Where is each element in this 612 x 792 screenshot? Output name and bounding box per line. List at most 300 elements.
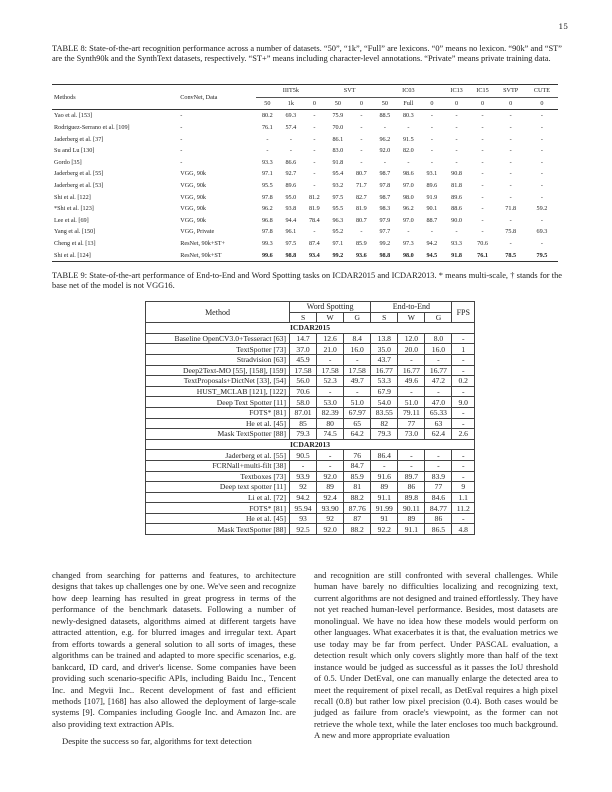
table8-value-cell: - (540, 182, 543, 190)
table9-method-cell: Mask TextSpotter [88] (146, 429, 290, 440)
table8-value-cell: 98.0 (402, 193, 414, 201)
table9-subheader-cell: G (344, 312, 371, 323)
table8-value-cell: 91.8 (332, 158, 344, 166)
table8-value-cell: 95.5 (261, 182, 273, 190)
table8-value-cell: 93.6 (350, 249, 374, 261)
table9-value-cell: 83.55 (371, 407, 398, 418)
table9-value-cell: 93 (290, 513, 317, 524)
table8-value-cell: 99.2 (326, 249, 350, 261)
table9-body (146, 323, 475, 535)
table-row (146, 365, 475, 376)
table9-section-title: ICDAR2013 (146, 439, 475, 450)
table9-value-cell: - (317, 450, 344, 461)
table8-value-cell: - (407, 228, 410, 236)
table8-value-cell: - (313, 135, 316, 143)
table9-value-cell: 47.0 (425, 397, 452, 408)
table8-value-cell: 97.5 (285, 240, 297, 248)
table-row (52, 226, 558, 238)
table8-value-cell: - (313, 124, 316, 132)
body-column-left (52, 570, 296, 748)
table8-value-cell: 97.0 (402, 216, 414, 224)
table9-value-cell: 82 (371, 418, 398, 429)
table8-method-cell: Jaderberg et al. [53] (54, 182, 104, 190)
table9-value-cell: - (425, 460, 452, 471)
table8-data-cell: - (180, 158, 183, 166)
table8 (52, 84, 558, 262)
table-row (52, 180, 558, 192)
table8-value-cell: 98.7 (379, 193, 391, 201)
table8-value-cell: 96.2 (379, 135, 391, 143)
table8-value-cell: - (540, 216, 543, 224)
table8-value-cell: 93.2 (332, 182, 344, 190)
table8-value-cell: - (383, 158, 386, 166)
table8-value-cell: - (540, 170, 543, 178)
table8-value-cell: 80.2 (256, 110, 280, 122)
table9-value-cell: - (452, 365, 475, 376)
table8-value-cell: 71.7 (355, 182, 367, 190)
table8-value-cell: 89.6 (285, 182, 297, 190)
table9-value-cell: 17.58 (290, 365, 317, 376)
table8-value-cell: - (313, 158, 316, 166)
table9-subheader-cell: S (371, 312, 398, 323)
table8-value-cell: 88.6 (451, 205, 462, 213)
table8-value-cell: 93.4 (303, 249, 327, 261)
table9-value-cell: - (425, 450, 452, 461)
table-row (146, 386, 475, 397)
table9-value-cell: 92.4 (317, 492, 344, 503)
table8-value-cell: 82.0 (402, 147, 414, 155)
table8-value-cell: 70.0 (332, 124, 344, 132)
table8-value-cell: - (481, 147, 484, 155)
table8-data-cell: - (180, 135, 183, 143)
table9-value-cell: 64.2 (344, 429, 371, 440)
table8-group-header: IIIT5k (256, 85, 327, 98)
table9-value-cell: 90.11 (398, 503, 425, 514)
table-row (52, 203, 558, 215)
table8-value-cell: - (444, 110, 470, 122)
table9-method-cell: Textboxes [73] (146, 471, 290, 482)
table8-value-cell: - (383, 124, 386, 132)
table9-value-cell: - (371, 460, 398, 471)
table9-method-cell: Mask TextSpotter [88] (146, 524, 290, 535)
table8-method-cell: Yang et al. [150] (54, 228, 96, 236)
table9-value-cell: 86.4 (371, 450, 398, 461)
table8-value-cell: 92.0 (379, 147, 391, 155)
table9-method-cell: FCRNall+multi-filt [38] (146, 460, 290, 471)
table8-value-cell: 90.8 (451, 170, 462, 178)
table8-value-cell: - (407, 158, 410, 166)
table9-method-cell: Deep Text Spotter [11] (146, 397, 290, 408)
table8-value-cell: 96.2 (402, 205, 414, 213)
table9-method-cell: Li et al. [72] (146, 492, 290, 503)
table8-group-header: IC03 (373, 85, 444, 98)
table-row (52, 145, 558, 157)
table9-value-cell: 70.6 (290, 386, 317, 397)
table9-value-cell: 20.0 (398, 344, 425, 355)
table8-value-cell: 83.0 (332, 147, 344, 155)
body-paragraph: and recognition are still confronted with several challenges. While human have barely no difficulties localizing and recognizing text, current algorithms are not designed and trained effortlessly. They have not yet reached human-level performance. Besides, most datasets are monolingual. We have no idea how these models would perform on other languages. What exacerbates it is that, the evaluation metrics we use today may be far from perfect. Under PASCAL evaluation, a detection result which only covers slightly more than half of the text instance would be judged as successful as it passes the IoU threshold of 0.5. Under DetEval, one can manually enlarge the detected area to meet the requirement of pixel recall, as DetEval requires a high pixel recall (0.8) but rather low pixel precision (0.4). Both cases would be judged as failure from oracle's viewpoint, as the former can not retrieve the whole text, while the later encloses too much background. A new and more appropriate evaluation (314, 570, 558, 741)
table9-value-cell: 79.3 (371, 429, 398, 440)
table9-value-cell: 87.76 (344, 503, 371, 514)
table8-data-cell: VGG, 90k (180, 170, 207, 178)
table8-group-header: IC13 (444, 85, 470, 98)
table8-method-cell: Shi et al. [122] (54, 193, 91, 201)
table9-value-cell: 45.9 (290, 354, 317, 365)
table9-value-cell: - (452, 418, 475, 429)
table9-value-cell: 84.7 (344, 460, 371, 471)
table8-value-cell: - (540, 193, 543, 201)
table8-value-cell: 98.6 (402, 170, 414, 178)
table9-value-cell: 62.4 (425, 429, 452, 440)
table9-value-cell: 16.77 (371, 365, 398, 376)
table9-method-cell: Jaderberg et al. [55] (146, 450, 290, 461)
table9-section-row (146, 323, 475, 334)
table8-data-cell: ResNet, 90k+ST+ (180, 240, 226, 248)
table9-value-cell: 65 (344, 418, 371, 429)
table9-value-cell: - (344, 386, 371, 397)
table9-value-cell: 37.0 (290, 344, 317, 355)
table8-data-cell: - (180, 124, 183, 132)
table9-value-cell: 2.6 (452, 429, 475, 440)
table8-value-cell: 97.7 (379, 228, 391, 236)
table8-value-cell: 97.8 (379, 182, 391, 190)
table8-value-cell: 69.3 (279, 110, 303, 122)
table9-value-cell: - (425, 386, 452, 397)
table8-value-cell: - (407, 124, 410, 132)
table9-value-cell: 63 (425, 418, 452, 429)
table9-col-fps: FPS (452, 302, 475, 323)
table9-value-cell: 86 (398, 482, 425, 493)
table8-value-cell: - (481, 124, 484, 132)
table9-value-cell: 82.39 (317, 407, 344, 418)
table9-value-cell: 52.3 (317, 376, 344, 387)
table8-value-cell: - (509, 182, 512, 190)
table8-value-cell: 95.5 (332, 205, 344, 213)
table-row (52, 191, 558, 203)
table8-value-cell: - (360, 147, 363, 155)
table-row (52, 122, 558, 134)
table9-value-cell: 86.5 (425, 524, 452, 535)
table9-value-cell: - (398, 354, 425, 365)
table8-caption-label: TABLE 8: (52, 44, 87, 53)
table8-group-header: CUTE (526, 85, 558, 98)
table9-value-cell: 4.8 (452, 524, 475, 535)
table9-value-cell: 14.7 (290, 333, 317, 344)
table8-lexicon-cell: 50 (381, 99, 388, 107)
table8-value-cell: 96.1 (285, 228, 297, 236)
table8-value-cell: - (455, 135, 458, 143)
table9-method-cell: TextSpotter [73] (146, 344, 290, 355)
table8-value-cell: 57.4 (285, 124, 297, 132)
table8-value-cell: 87.4 (308, 240, 320, 248)
table9-col-method: Method (146, 302, 290, 323)
table8-value-cell: 97.5 (332, 193, 344, 201)
table9-value-cell: 67.97 (344, 407, 371, 418)
table8-data-cell: VGG, 90k (180, 216, 207, 224)
table9-value-cell: 88.2 (344, 492, 371, 503)
table8-value-cell: - (509, 216, 512, 224)
table9-method-cell: FOTS* [81] (146, 407, 290, 418)
table9-caption-text: State-of-the-art performance of End-to-End and Word Spotting tasks on ICDAR2015 and ICDAR2013. * means multi-scale, † stands for the base net of the model is not VGG16. (52, 271, 563, 291)
table9-value-cell: - (452, 407, 475, 418)
table8-value-cell: 94.2 (426, 240, 438, 248)
table9-col-end-to-end: End-to-End (371, 302, 452, 313)
table8-value-cell: 81.2 (308, 193, 320, 201)
table-row (146, 354, 475, 365)
table9-col-word-spotting: Word Spotting (290, 302, 371, 313)
table9-value-cell: 84.6 (425, 492, 452, 503)
table-row (146, 482, 475, 493)
table9-value-cell: 73.0 (398, 429, 425, 440)
body-paragraph: changed from searching for patterns and features, to architecture designs that takes up challenges one by one. We've seen and recognize how deep learning has resulted in great progress in terms of the performance of the benchmark datasets. Following a number of newly-designed datasets, algorithms aimed at different targets have attracted attention, e.g. for blurred images and irregular text. Apart from efforts towards a general solution to all sorts of images, these algorithms can be trained and adapted to more specific scenarios, e.g. bankcard, ID card, and driver's license. Some companies have been providing such scenario-specific APIs, including Baidu Inc., Tencent Inc. and Megvii Inc.. Recent development of fast and efficient methods [107], [168] has also allowed the deployment of large-scale systems [9]. Companies including Google Inc. and Amazon Inc. are also providing text extraction APIs. (52, 570, 296, 729)
table9-value-cell: 8.0 (425, 333, 452, 344)
table-row (52, 249, 558, 261)
table8-lexicon-cell: 1k (287, 99, 294, 107)
table8-lexicon-cell: 0 (312, 99, 316, 107)
table8-method-cell: Jaderberg et al. [55] (54, 170, 104, 178)
table8-value-cell: - (360, 135, 363, 143)
table9-value-cell: 17.58 (344, 365, 371, 376)
table9-value-cell: 92.5 (290, 524, 317, 535)
table9-value-cell: - (317, 354, 344, 365)
table9-value-cell: 88.2 (344, 524, 371, 535)
table9-value-cell: - (398, 460, 425, 471)
table8-group-header: IC15 (470, 85, 496, 98)
table8-value-cell: - (540, 124, 543, 132)
table8-value-cell: - (360, 124, 363, 132)
table8-header-row (52, 85, 558, 98)
table9-value-cell: 93.9 (290, 471, 317, 482)
table8-value-cell: - (455, 124, 458, 132)
table8-value-cell: - (430, 158, 433, 166)
table8-value-cell: - (360, 158, 363, 166)
table9-value-cell: 49.6 (398, 376, 425, 387)
table-row (146, 344, 475, 355)
table8-value-cell: 86.1 (332, 135, 344, 143)
table9-value-cell: 9.0 (452, 397, 475, 408)
table9-value-cell: 91.6 (371, 471, 398, 482)
table9-value-cell: 85.9 (344, 471, 371, 482)
table9-value-cell: 95.94 (290, 503, 317, 514)
table9-value-cell: 89 (398, 513, 425, 524)
table9-value-cell: 91.1 (398, 524, 425, 535)
table8-value-cell: - (289, 147, 292, 155)
table9-method-cell: He et al. [45] (146, 513, 290, 524)
table8-value-cell: 82.7 (355, 193, 367, 201)
table9-value-cell: 9 (452, 482, 475, 493)
table8-value-cell: 96.3 (332, 216, 344, 224)
table8-value-cell: 96.2 (261, 205, 273, 213)
table9-caption (52, 271, 562, 292)
table9-value-cell: 77 (398, 418, 425, 429)
table8-value-cell: - (303, 110, 327, 122)
table8-value-cell: - (455, 147, 458, 155)
table-row (52, 168, 558, 180)
table8-method-cell: Yao et al. [153] (52, 110, 178, 122)
table9-method-cell: HUST_MCLAB [121], [122] (146, 386, 290, 397)
table8-body (52, 110, 558, 262)
table-row (146, 471, 475, 482)
table8-value-cell: 93.3 (261, 158, 273, 166)
table9-value-cell: 92 (290, 482, 317, 493)
table8-value-cell: - (420, 110, 444, 122)
table-row (146, 450, 475, 461)
table8-value-cell: 95.2 (332, 228, 344, 236)
table8-value-cell: - (481, 228, 484, 236)
table8-method-cell: Rodriguez-Serrano et al. [109] (54, 124, 130, 132)
table8-value-cell: 97.8 (261, 228, 273, 236)
table9-value-cell: 76 (344, 450, 371, 461)
table9-value-cell: - (452, 354, 475, 365)
table9-value-cell: - (344, 354, 371, 365)
table8-value-cell: 89.6 (426, 182, 438, 190)
table8-value-cell: - (313, 147, 316, 155)
table8-value-cell: 81.8 (451, 182, 462, 190)
table-row (146, 429, 475, 440)
table9-value-cell: - (317, 386, 344, 397)
table9-value-cell: 92.0 (317, 471, 344, 482)
table8-value-cell: 98.0 (397, 249, 421, 261)
table9-value-cell: - (452, 471, 475, 482)
table9-value-cell: 86 (425, 513, 452, 524)
table8-data-cell: - (180, 147, 183, 155)
table8-value-cell: 95.4 (332, 170, 344, 178)
table9-value-cell: 83.9 (425, 471, 452, 482)
table8-data-cell: ResNet, 90k+ST (178, 249, 255, 261)
table8-value-cell: 75.9 (326, 110, 350, 122)
table8-value-cell: 76.1 (470, 249, 496, 261)
table8-value-cell: - (313, 170, 316, 178)
table8-value-cell: - (350, 110, 374, 122)
table9-section-title: ICDAR2015 (146, 323, 475, 334)
table9-value-cell: 79.11 (398, 407, 425, 418)
table8-value-cell: 95.0 (285, 193, 297, 201)
table9-value-cell: - (317, 460, 344, 471)
table8-value-cell: - (455, 228, 458, 236)
table9-value-cell: 17.58 (317, 365, 344, 376)
table8-value-cell: 93.3 (451, 240, 462, 248)
table9-value-cell: 93.90 (317, 503, 344, 514)
table9-value-cell: 16.0 (425, 344, 452, 355)
table8-method-cell: Lee et al. [69] (54, 216, 89, 224)
table9-method-cell: Baseline OpenCV3.0+Tesseract [63] (146, 333, 290, 344)
table-row (52, 157, 558, 169)
table9-value-cell: 91.99 (371, 503, 398, 514)
table8-value-cell: - (455, 158, 458, 166)
table8-value-cell: 79.5 (526, 249, 558, 261)
table9-value-cell: 87.01 (290, 407, 317, 418)
table8-value-cell: 94.5 (420, 249, 444, 261)
table9-subheader-cell: G (425, 312, 452, 323)
table8-group-header: SVT (326, 85, 373, 98)
table8-value-cell: - (481, 182, 484, 190)
table8-value-cell: - (430, 147, 433, 155)
table8-value-cell: 91.5 (402, 135, 414, 143)
table9-value-cell: 91 (371, 513, 398, 524)
table-row (52, 110, 558, 122)
table-row (146, 492, 475, 503)
table-row (52, 215, 558, 227)
table8-lexicon-cell: 0 (480, 99, 485, 107)
table8-value-cell: 97.0 (402, 182, 414, 190)
table9-method-cell: FOTS* [81] (146, 503, 290, 514)
table9-value-cell: 79.3 (290, 429, 317, 440)
table8-value-cell: 70.6 (477, 240, 488, 248)
table8-lexicon-cell: Full (403, 99, 414, 107)
table8-value-cell: 90.0 (451, 216, 462, 224)
table8-value-cell: 71.8 (505, 205, 517, 213)
table8-value-cell: 86.6 (285, 158, 297, 166)
table9-value-cell: - (452, 450, 475, 461)
page-number: 15 (558, 22, 568, 31)
table8-value-cell: 99.3 (261, 240, 273, 248)
table9-method-cell: Deep2Text-MO [55], [158], [159] (146, 365, 290, 376)
table9-value-cell: 56.0 (290, 376, 317, 387)
table9-value-cell: 53.0 (317, 397, 344, 408)
table9-caption-label: TABLE 9: (52, 271, 88, 280)
table8-data-cell: VGG, 90k (180, 205, 207, 213)
table8-group-header: SVTP (496, 85, 526, 98)
table8-lexicon-cell: 0 (359, 99, 363, 107)
table8-lexicon-cell: 0 (455, 99, 459, 107)
table8-lexicon-cell: 50 (264, 99, 271, 107)
table9-value-cell: 80 (317, 418, 344, 429)
table9-value-cell: 51.0 (344, 397, 371, 408)
table8-value-cell: - (540, 158, 543, 166)
table9-value-cell: 43.7 (371, 354, 398, 365)
table8-value-cell: 76.1 (261, 124, 273, 132)
table8-value-cell: 89.6 (451, 193, 462, 201)
table8-method-cell: Jaderberg et al. [37] (54, 135, 104, 143)
table9-method-cell: Stradvision [63] (146, 354, 290, 365)
table-row (146, 397, 475, 408)
table8-value-cell: 59.2 (536, 205, 548, 213)
table9-value-cell: 94.2 (290, 492, 317, 503)
table9-section-row (146, 439, 475, 450)
table8-value-cell: 97.9 (379, 216, 391, 224)
table9-value-cell: 92.0 (317, 524, 344, 535)
table9-value-cell: - (398, 386, 425, 397)
body-column-right (314, 570, 558, 742)
table8-col-convnet: ConvNet, Data (178, 85, 255, 110)
table8-value-cell: - (470, 110, 496, 122)
table8-value-cell: 92.7 (285, 170, 297, 178)
table-row (146, 407, 475, 418)
table8-value-cell: - (540, 240, 543, 248)
table9-value-cell: - (398, 450, 425, 461)
table-row (146, 418, 475, 429)
table8-value-cell: 97.8 (261, 193, 273, 201)
table8-value-cell: - (540, 135, 543, 143)
table8-method-cell: Su and Lu [130] (54, 147, 95, 155)
table9-value-cell: 16.77 (398, 365, 425, 376)
table9-value-cell: 53.3 (371, 376, 398, 387)
table8-value-cell: 91.9 (426, 193, 438, 201)
table8-value-cell: - (430, 228, 433, 236)
table8-value-cell: 94.4 (285, 216, 297, 224)
table9-value-cell: - (452, 460, 475, 471)
table8-value-cell: - (509, 158, 512, 166)
table9-value-cell: 85 (290, 418, 317, 429)
table8-value-cell: - (509, 240, 512, 248)
table9-value-cell: 81 (344, 482, 371, 493)
table8-method-cell: Cheng et al. [13] (54, 240, 96, 248)
table8-value-cell: - (496, 110, 526, 122)
table9-value-cell: 12.0 (398, 333, 425, 344)
table9-value-cell: 49.7 (344, 376, 371, 387)
table8-value-cell: - (430, 135, 433, 143)
table9-value-cell: - (452, 386, 475, 397)
